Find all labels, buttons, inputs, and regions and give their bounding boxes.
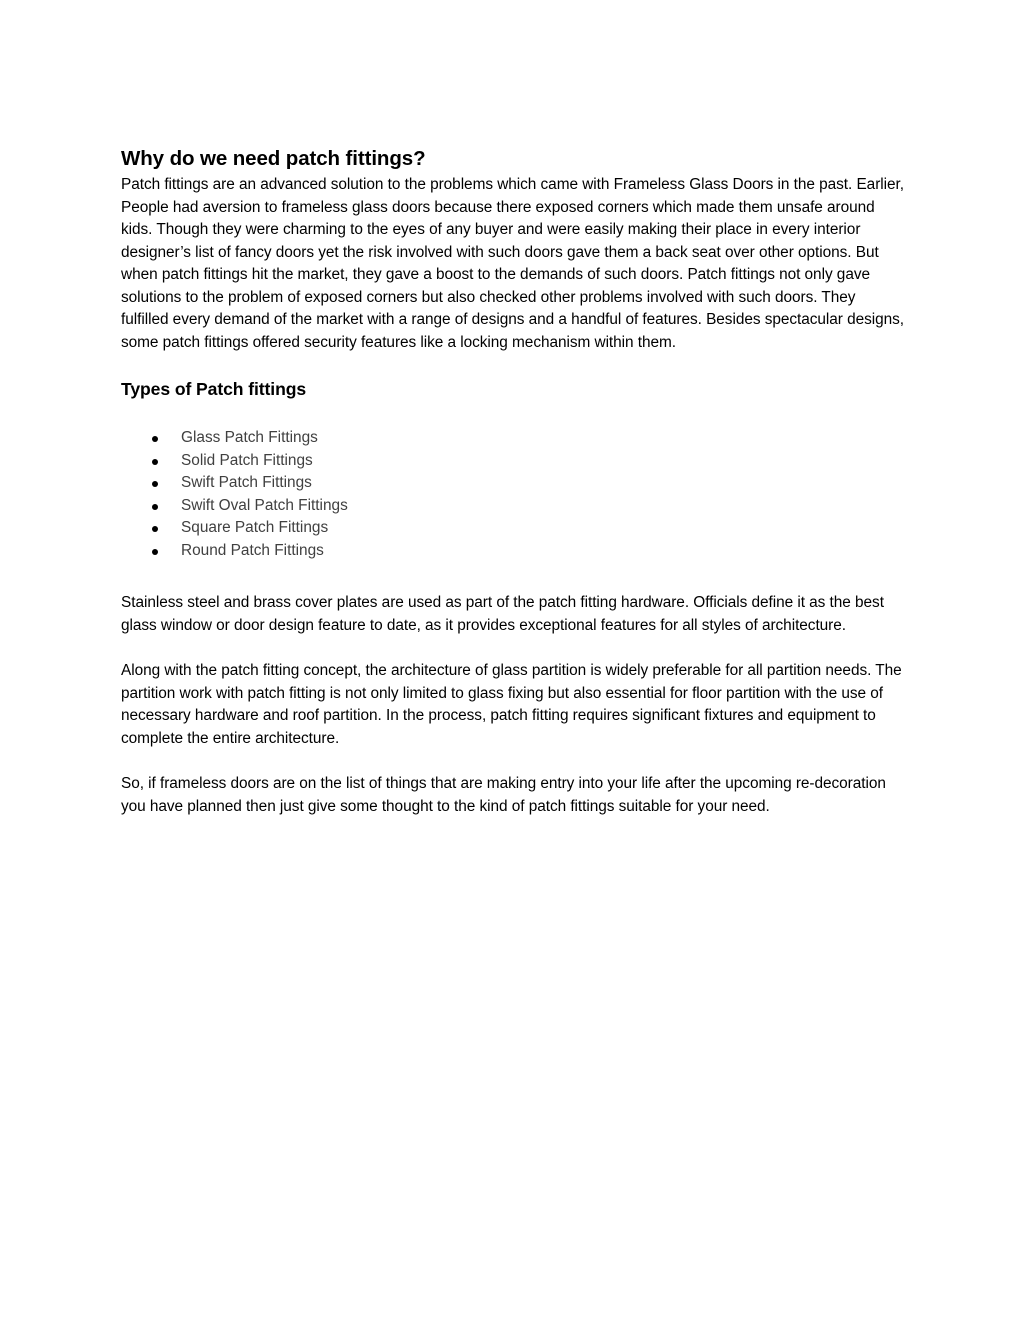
bullet-icon	[152, 549, 158, 555]
list-item	[121, 495, 907, 518]
paragraph-conclusion: So, if frameless doors are on the list of things that are making entry into your life after the upcoming re-decoration you have planned then just give some thought to the kind of patch fittings suitable for your need.	[121, 775, 886, 815]
list-item	[121, 540, 907, 563]
list-item	[121, 472, 907, 495]
bullet-icon	[152, 436, 158, 442]
paragraph-glass-partition: Along with the patch fitting concept, the architecture of glass partition is widely preferable for all partition needs. The partition work with patch fitting is not only limited to glass fixing but also essential for floor partition with the use of necessary hardware and roof partition. In the process, patch fitting requires significant fixtures and equipment to complete the entire architecture.	[121, 662, 902, 747]
bullet-icon	[152, 481, 158, 487]
paragraph-cover-plates: Stainless steel and brass cover plates are used as part of the patch fitting hardware. Officials define it as the best glass window or door design feature to date, as it provides exceptional features for all styles of architecture.	[121, 594, 884, 634]
list-item-label: Round Patch Fittings	[181, 541, 324, 559]
bullet-icon	[152, 526, 158, 532]
list-item-label: Swift Oval Patch Fittings	[181, 496, 348, 514]
bullet-icon	[152, 459, 158, 465]
list-item-label: Square Patch Fittings	[181, 519, 329, 536]
list-item-label: Glass Patch Fittings	[181, 429, 318, 446]
document-page	[121, 144, 907, 818]
list-item-label: Solid Patch Fittings	[181, 451, 313, 469]
list-item	[121, 517, 907, 540]
heading-types-of-patch-fittings: Types of Patch fittings	[121, 379, 307, 399]
heading-why-patch-fittings: Why do we need patch fittings?	[121, 147, 426, 170]
list-item	[121, 450, 907, 473]
types-list	[121, 427, 907, 562]
list-item-label: Swift Patch Fittings	[181, 474, 312, 491]
paragraph-intro: Patch fittings are an advanced solution to the problems which came with Frameless Glass Doors in the past. Earlier, People had aversion to frameless glass doors because there exposed corners which made them unsafe around kids. Though they were charming to the eyes of any buyer and were easily making their place in every interior designer’s list of fancy doors yet the risk involved with such doors gave them a back seat over other options. But when patch fittings hit the market, they gave a boost to the demands of such doors. Patch fittings not only gave solutions to the problem of exposed corners but also checked other problems involved with such doors. They fulfilled every demand of the market with a range of designs and a handful of features. Besides spectacular designs, some patch fittings offered security features like a locking mechanism within them.	[121, 176, 905, 351]
list-item	[121, 427, 907, 450]
bullet-icon	[152, 504, 158, 510]
